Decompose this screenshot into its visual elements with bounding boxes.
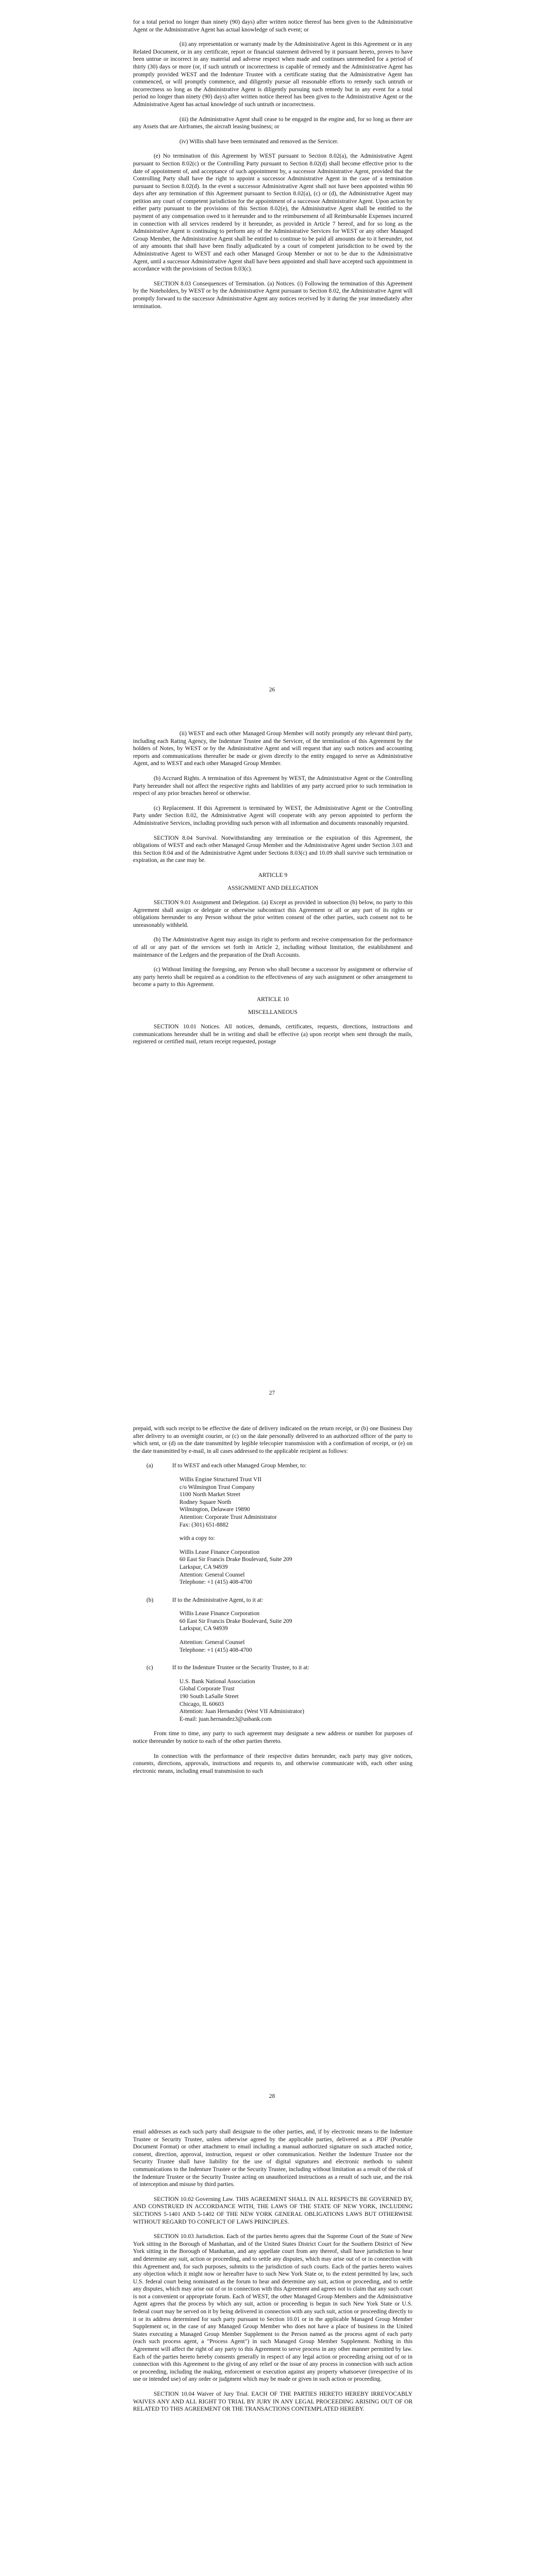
page-number: 27 [269, 1390, 275, 1396]
paragraph: (e) No termination of this Agreement by WEST pursuant to Section 8.02(a), the Administrative Agent pursuant to Section 8.02(c) or the Controlling Party pursuant to Section 8.02(d) shall become effective prior to the date of appointment of, and acceptance of such appointment by, a successor Administrative Agent, provided that the Controlling Party shall have the right to appoint a successor Administrative Agent in the case of a termination pursuant to Section 8.02(d). In the event a successor Administrative Agent shall not have been appointed within 90 days after any termination of this Agreement pursuant to Section 8.02(a), (c) or (d), the Administrative Agent may petition any court of competent jurisdiction for the appointment of a successor Administrative Agent. Upon action by either party pursuant to the provisions of this Section 8.02(e), the Administrative Agent shall be entitled to the payment of any compensation owed to it hereunder and to the reimbursement of all Reimbursable Expenses incurred in connection with all services rendered by it hereunder, as provided in Article 7 hereof, and for so long as the Administrative Agent is continuing to perform any of the Administrative Services for WEST or any other Managed Group Member, the Administrative Agent shall be entitled to continue to be paid all amounts due to it hereunder, not of any amounts that shall have been finally adjudicated by a court of competent jurisdiction to be owed by the Administrative Agent to WEST and each other Managed Group Member or not to be due to the Administrative Agent, until a successor Administrative Agent shall have been appointed and shall have accepted such appointment in accordance with the provisions of Section 8.03(c). [133, 153, 413, 273]
paragraph: SECTION 10.03 Jurisdiction. Each of the parties hereto agrees that the Supreme Court of the State of New York sitting in the Borough of Manhattan, and of the United States District Court for the Southern District of New York sitting in the Borough of Manhattan, and any appellate court from any thereof, shall have jurisdiction to hear and determine any suit, action or proceeding, and to settle any disputes, which may arise out of or in connection with this Agreement and, for such purposes, submits to the jurisdiction of such courts. Each of the parties hereto waives any objection which it might now or hereafter have to such New York State or, to the extent permitted by law, such U.S. federal court being nominated as the forum to hear and determine any suit, action or proceeding, and to settle any disputes, which may arise out of or in connection with this Agreement and agrees not to claim that any such court is not a convenient or appropriate forum. Each of WEST, the other Managed Group Members and the Administrative Agent agrees that the process by which any suit, action or proceeding is begun in such New York State or U.S. federal court may be served on it by being delivered in connection with any such suit, action or proceeding directly to it or its address determined for such party pursuant to Section 10.01 or in the applicable Managed Group Member Supplement or, in the case of any Managed Group Member who does not have a place of business in the United States executing a Managed Group Member Supplement to the Person named as the process agent of each party (each such process agent, a "Process Agent") in such Managed Group Member Supplement. Nothing in this Agreement will affect the right of any party to this Agreement to serve process in any other manner permitted by law. Each of the parties hereto hereby consents generally in respect of any legal action or proceeding arising out of or in connection with this Agreement to the giving of any relief or the issue of any process in connection with such action or proceeding, including the making, enforcement or execution against any property whatsoever (irrespective of its use or intended use) of any order or judgment which may be made or given in such action or proceeding. [133, 2233, 413, 2383]
address-line: Rodney Square North [179, 1499, 232, 1505]
paragraph: (b) The Administrative Agent may assign its right to perform and receive compensation for the performance of all or any part of the services set forth in Article 2, including without limitation, the establishment and maintenance of the Ledgers and the preparation of the Draft Accounts. [133, 937, 413, 958]
paragraph: (ii) WEST and each other Managed Group Member will notify promptly any relevant third party, including each Rating Agency, the Indenture Trustee and the Servicer, of the termination of this Agreement by the holders of Notes, by WEST or by the Administrative Agent and will request that any such notices and accounting reports and communications thereafter be made or given directly to the entity engaged to serve as Administrative Agent, and to WEST and each other Managed Group Member. [133, 731, 413, 767]
address-line: U.S. Bank National Association [179, 1678, 255, 1685]
address-entry [133, 1462, 413, 1586]
paragraph: SECTION 10.02 Governing Law. THIS AGREEMENT SHALL IN ALL RESPECTS BE GOVERNED BY, AND CONSTRUED IN ACCORDANCE WITH, THE LAWS OF THE STATE OF NEW YORK, INCLUDING SECTIONS 5-1401 AND 5-1402 OF THE NEW YORK GENERAL OBLIGATIONS LAWS BUT OTHERWISE WITHOUT REGARD TO CONFLICT OF LAWS PRINCIPLES. [133, 2196, 413, 2225]
address-line: Chicago, IL 60603 [179, 1701, 224, 1707]
document-page-28 [0, 1406, 544, 2110]
paragraph: In connection with the performance of their respective duties hereunder, each party may give notices, consents, directions, approvals, instructions and requests to, and otherwise communicate with, each other using electronic means, including email transmission to such [133, 1753, 413, 1774]
address-line: with a copy to: [179, 1535, 215, 1542]
address-line: Global Corporate Trust [179, 1686, 235, 1692]
page-body [133, 19, 413, 317]
page-number: 26 [269, 687, 275, 693]
address-letter: (b) [146, 1597, 154, 1603]
address-line: Wilmington, Delaware 19890 [179, 1506, 250, 1513]
notice-addresses [133, 1462, 413, 1723]
page-number: 28 [269, 2093, 275, 2099]
page-body [133, 2128, 413, 2420]
paragraph: for a total period no longer than ninety (90) days) after written notice thereof has been given to the Administrative Agent or the Administrative Agent has actual knowledge of such event; or [133, 19, 413, 33]
paragraph: email addresses as each such party shall designate to the other parties, and, if by electronic means to the Indenture Trustee or Security Trustee, unless otherwise agreed by the applicable parties, delivered as a .PDF (Portable Document Format) or other attachment to email including a manual authorized signature on such attached notice, consent, direction, approval, instruction, request or other communication. Neither the Indenture Trustee nor the Security Trustee shall have liability for the use of digital signatures and electronic methods to submit communications to the Indenture Trustee or the Security Trustee, including without limitation as a result of the risk of the Indenture Trustee or the Security Trustee acting on unauthorized instructions as a result of such use, and the risk of interception and misuse by third parties. [133, 2129, 413, 2188]
address-line: Larkspur, CA 94939 [179, 1625, 228, 1632]
address-line: If to the Indenture Trustee or the Security Trustee, to it at: [172, 1665, 309, 1671]
address-line: E-mail: juan.hernandez3@usbank.com [179, 1716, 272, 1722]
address-line: If to WEST and each other Managed Group Member, to: [172, 1463, 307, 1469]
address-line: Attention: Corporate Trust Administrator [179, 1514, 277, 1520]
page-body [133, 730, 413, 1053]
paragraph: SECTION 10.01 Notices. All notices, demands, certificates, requests, directions, instructions and communications hereunder shall be in writing and shall be effective (a) upon receipt when sent through the mails, registered or certified mail, return receipt requested, postage [133, 1024, 413, 1045]
page-body [133, 1425, 413, 1782]
paragraph: prepaid, with such receipt to be effective the date of delivery indicated on the return receipt, or (b) one Business Day after delivery to an overnight courier, or (c) on the date personally delivered to an authorized officer of the party to which sent, or (d) on the date transmitted by legible telecopier transmission with a confirmation of receipt, or (e) on the date transmitted by e-mail, in all cases addressed to the applicable recipient as follows: [133, 1426, 413, 1454]
document-page-26 [0, 0, 544, 703]
address-line: Attention: Juan Hernandez (West VII Administrator) [179, 1708, 304, 1715]
address-line: 60 East Sir Francis Drake Boulevard, Suite 209 [179, 1618, 292, 1624]
address-line: Willis Lease Finance Corporation [179, 1611, 260, 1617]
address-line: Fax: (301) 651-8882 [179, 1521, 229, 1528]
paragraph: (c) Without limiting the foregoing, any Person who shall become a successor by assignment or otherwise of any party hereto shall be required as a condition to the effectiveness of any such assignment or other arrangement to become a party to this Agreement. [133, 967, 413, 988]
address-entry [133, 1597, 413, 1654]
paragraph: (iv) Willis shall have been terminated and removed as the Servicer. [179, 138, 339, 145]
paragraph: From time to time, any party to such agreement may designate a new address or number for purposes of notice thereunder by notice to each of the other parties thereto. [133, 1731, 413, 1744]
address-entry [133, 1664, 413, 1723]
address-letter: (c) [146, 1665, 153, 1671]
article-heading: ARTICLE 10 [256, 996, 289, 1003]
paragraph: SECTION 9.01 Assignment and Delegation. (a) Except as provided in subsection (b) below, no party to this Agreement shall assign or delegate or otherwise subcontract this Agreement or all or any part of its rights or obligations hereunder to any Person without the prior written consent of the other parties, such consent not to be unreasonably withheld. [133, 900, 413, 928]
address-letter: (a) [146, 1463, 153, 1469]
paragraph: SECTION 8.04 Survival. Notwithstanding any termination or the expiration of this Agreement, the obligations of WEST and each other Managed Group Member and the Administrative Agent under Section 3.03 and this Section 8.04 and of the Administrative Agent under Sections 8.03(c) and 10.09 shall survive such termination or expiration, as the case may be. [133, 835, 413, 864]
paragraph: (iii) the Administrative Agent shall cease to be engaged in the engine and, for so long as there are any Assets that are Airframes, the aircraft leasing business; or [133, 116, 413, 130]
address-line: Attention: General Counsel [179, 1639, 245, 1646]
paragraph: (ii) any representation or warranty made by the Administrative Agent in this Agreement or in any Related Document, or in any certificate, report or financial statement delivered by it pursuant hereto, proves to have been untrue or incorrect in any material and adverse respect when made and continues unremedied for a period of thirty (30) days or more (or, if such untruth or incorrectness is capable of remedy and the Administrative Agent has promptly provided WEST and the Indenture Trustee with a certificate stating that the Administrative Agent has commenced, or will promptly commence, and diligently pursue all reasonable efforts to remedy such untruth or incorrectness so long as the Administrative Agent is diligently pursuing such remedy but in any event for a total period no longer than ninety (90) days) after written notice thereof has been given to the Administrative Agent or the Administrative Agent has actual knowledge of such untruth or incorrectness. [133, 41, 413, 108]
address-line: Willis Lease Finance Corporation [179, 1549, 260, 1555]
address-line: 60 East Sir Francis Drake Boulevard, Suite 209 [179, 1556, 292, 1563]
address-line: Telephone: +1 (415) 408-4700 [179, 1647, 252, 1653]
paragraph: (b) Accrued Rights. A termination of this Agreement by WEST, the Administrative Agent or the Controlling Party hereunder shall not affect the respective rights and liabilities of any party accrued prior to such termination in respect of any prior breaches hereof or otherwise. [133, 775, 413, 797]
address-line: Telephone: +1 (415) 408-4700 [179, 1579, 252, 1586]
address-line: 1100 North Market Street [179, 1492, 241, 1498]
article-title: ASSIGNMENT AND DELEGATION [227, 885, 319, 891]
document-page-29 [0, 2110, 544, 2576]
article-heading: ARTICLE 9 [258, 872, 288, 878]
address-line: If to the Administrative Agent, to it at: [172, 1597, 263, 1603]
document-page-27 [0, 703, 544, 1406]
address-line: c/o Wilmington Trust Company [179, 1484, 255, 1490]
address-line: Attention: General Counsel [179, 1571, 245, 1578]
address-line: 190 South LaSalle Street [179, 1693, 239, 1700]
address-line: Willis Engine Structured Trust VII [179, 1476, 262, 1483]
article-title: MISCELLANEOUS [248, 1009, 298, 1015]
paragraph: (c) Replacement. If this Agreement is terminated by WEST, the Administrative Agent or the Controlling Party under Section 8.02, the Administrative Agent will cooperate with any person appointed to perform the Administrative Services, including providing such person with all information and documents reasonably requested. [133, 805, 413, 826]
paragraph: SECTION 10.04 Waiver of Jury Trial. EACH OF THE PARTIES HERETO HEREBY IRREVOCABLY WAIVES ANY AND ALL RIGHT TO TRIAL BY JURY IN ANY LEGAL PROCEEDING ARISING OUT OF OR RELATED TO THIS AGREEMENT OR THE TRANSACTIONS CONTEMPLATED HEREBY. [133, 2391, 413, 2413]
address-line: Larkspur, CA 94939 [179, 1564, 228, 1570]
paragraph: SECTION 8.03 Consequences of Termination. (a) Notices. (i) Following the termination of this Agreement by the Noteholders, by WEST or by the Administrative Agent pursuant to Section 8.02, the Administrative Agent will promptly forward to the successor Administrative Agent any notices received by it during the year immediately after termination. [133, 280, 413, 310]
